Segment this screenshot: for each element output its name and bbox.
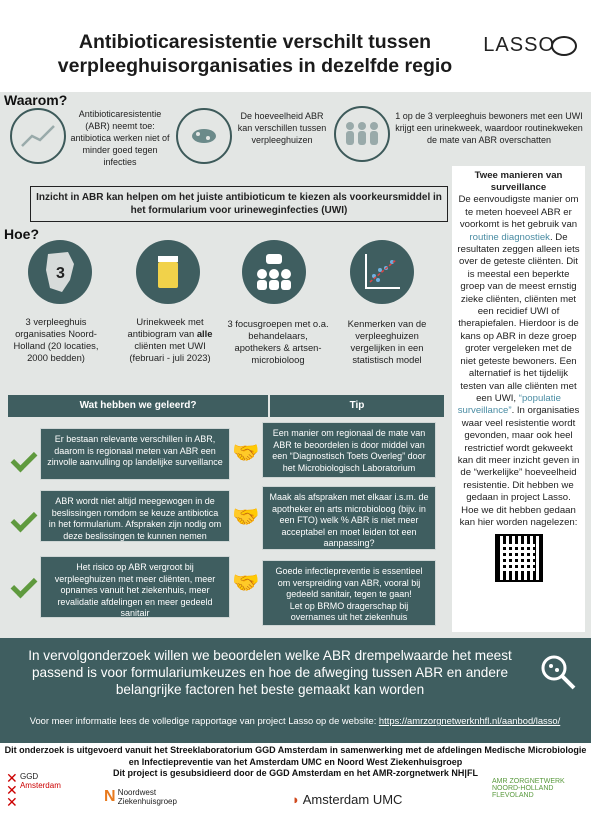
learned-row-2: ABR wordt niet altijd meegewogen in de beslissingen romdom se keuze antibiotica in het formularium. Afspraken zijn nodig om deze beslissingen te kunnen nemen bbox=[40, 490, 230, 542]
hoe-label: Hoe? bbox=[4, 226, 39, 242]
sidebar-p2b: . In organisaties waar veel resistentie wordt gevonden, maar ook heel restrictief wordt gekweekt kan dit meer inzicht geven in de “werkelijke” hoeveelheid resistentie. Dit hebben we gedaan in project Lasso. Hoe we dit hebben gedaan kan hier worden nagelezen: bbox=[457, 405, 580, 528]
map-icon bbox=[28, 240, 92, 304]
urine-cup-icon bbox=[136, 240, 200, 304]
populatie-surveillance-link[interactable]: “populatie surveillance” bbox=[457, 392, 561, 417]
hoe-text-2b: alle bbox=[196, 328, 213, 339]
handshake-icon: 🤝 bbox=[232, 440, 260, 465]
lasso-logo-text: LASSO bbox=[483, 34, 555, 56]
lasso-logo bbox=[483, 34, 577, 57]
footer-line-1: Dit onderzoek is uitgevoerd vanuit het Streeklaboratorium GGD Amsterdam in samenwerking met de afdelingen Medische Microbiologie en Infectiepreventie van het Amsterdam UMC en Noord West Ziekenhuisgroep bbox=[4, 745, 587, 767]
waarom-text-3: 1 op de 3 verpleeghuis bewoners met een UWI krijgt een urinekweek, waardoor routinekweken de mate van ABR overschatten bbox=[395, 111, 583, 145]
map-number: 3 bbox=[56, 265, 65, 282]
loop-icon bbox=[551, 36, 577, 56]
insight-box: Inzicht in ABR kan helpen om het juiste antibioticum te kiezen als voorkeursmiddel in het formularium voor urineweginfecties (UWI) bbox=[30, 186, 448, 222]
amr-logo-b: NOORD-HOLLAND bbox=[492, 785, 554, 792]
magnifier-icon bbox=[536, 650, 580, 694]
nw-logo-a: Noordwest bbox=[117, 788, 157, 797]
learned-title: Wat hebben we geleerd? bbox=[8, 395, 268, 417]
website-link[interactable]: https://amrzorgnetwerknhfl.nl/aanbod/lasso/ bbox=[378, 715, 561, 726]
sidebar-p1b: . De resultaten zeggen alleen iets over de geteste cliënten. Dit is meestal een beperkte groep van de meest ernstig zieke cliënten, cliënten met een recidief UWI of therapiefalen. Hierdoor is de kans op ABR in deze groep groter vergeleken met de niet geteste bewoners. Een alternatief is het tijdelijk testen van alle cliënten met een UWI, bbox=[457, 231, 580, 404]
waarom-text-2: De hoeveelheid ABR kan verschillen tussen verpleeghuizen bbox=[237, 111, 327, 145]
tip-row-1: Een manier om regionaal de mate van ABR te beoordelen is door middel van een “Diagnostisch Toets Overleg” door het Microbiologisch Laboratorium bbox=[262, 422, 436, 478]
learned-header bbox=[8, 395, 444, 417]
learned-row-1: Er bestaan relevante verschillen in ABR, daarom is regionaal meten van ABR een zinvolle aanvulling op landelijke surveillance bbox=[40, 428, 230, 480]
footer bbox=[0, 743, 591, 780]
waarom-label: Waarom? bbox=[4, 92, 68, 108]
surveillance-sidebar bbox=[452, 166, 585, 632]
tip-row-2: Maak als afspraken met elkaar i.s.m. de apotheker en arts microbioloog (bijv. in een FTO) welk % ABR is niet meer acceptabel en moet leiden tot een aanpassing? bbox=[262, 486, 436, 550]
qr-code[interactable] bbox=[495, 534, 543, 582]
hoe-text-2a: Urinekweek met antibiogram van bbox=[127, 316, 204, 339]
hoe-text-2 bbox=[118, 316, 222, 364]
page-title: Antibioticaresistentie verschilt tussen verpleeghuisorganisaties in dezelfde regio bbox=[57, 31, 453, 77]
ggd-logo-b: Amsterdam bbox=[19, 781, 61, 790]
info-line bbox=[10, 715, 580, 726]
hoe-text-4: Kenmerken van de verpleeghuizen vergelijken in een statistisch model bbox=[347, 318, 427, 365]
ggd-logo bbox=[6, 772, 61, 808]
sidebar-p1a: De eenvoudigste manier om te meten hoeveel ABR er voorkomt is het gebruik van bbox=[458, 194, 579, 231]
bacteria-icon bbox=[176, 108, 232, 164]
header bbox=[0, 0, 591, 92]
info-text: Voor meer informatie lees de volledige rapportage van project Lasso op de website: bbox=[29, 715, 377, 726]
nw-mark-icon: N bbox=[104, 788, 116, 805]
hoe-text-3: 3 focusgroepen met o.a. behandelaars, apothekers & artsen-microbioloog bbox=[227, 318, 329, 365]
sidebar-body bbox=[457, 194, 580, 529]
waarom-text-1: Antibioticaresistentie (ABR) neemt toe: antibiotica werken niet of minder goed tegen infecties bbox=[70, 109, 170, 167]
nw-logo-b: Ziekenhuisgroep bbox=[117, 797, 177, 806]
noordwest-logo bbox=[104, 788, 177, 806]
xxx-icon: ✕ ✕ ✕ bbox=[6, 770, 18, 810]
amr-logo-a: AMR ZORGNETWERK bbox=[492, 778, 565, 785]
hoe-text-1: 3 verpleeghuis organisaties Noord-Holland (20 locaties, 2000 bedden) bbox=[13, 316, 99, 363]
focus-group-icon bbox=[242, 240, 306, 304]
handshake-icon: 🤝 bbox=[232, 570, 260, 595]
learned-row-3: Het risico op ABR vergroot bij verpleeghuizen met meer cliënten, meer opnames vanuit het ziekenhuis, meer revalidatie afdelingen en meer gedeeld sanitair bbox=[40, 556, 230, 618]
tip-title: Tip bbox=[270, 395, 444, 417]
umc-shield-icon: ◗ bbox=[292, 792, 300, 807]
scatter-plot-icon bbox=[350, 240, 414, 304]
ggd-logo-a: GGD bbox=[19, 772, 39, 781]
trend-chart-icon bbox=[10, 108, 66, 164]
handshake-icon: 🤝 bbox=[232, 504, 260, 529]
amr-zorgnetwerk-logo bbox=[492, 778, 565, 799]
followup-text: In vervolgonderzoek willen we beoordelen welke ABR drempelwaarde het meest passend is voor formulariumkeuzes en hoe de afweging tussen ABR en andere belangrijke factoren het beste gemaakt kan worden bbox=[28, 648, 512, 697]
amsterdam-umc-logo bbox=[292, 792, 402, 807]
hoe-text-2c: cliënten met UWI (februari - juli 2023) bbox=[129, 340, 211, 363]
tip-row-3: Goede infectiepreventie is essentieel om verspreiding van ABR, vooral bij gedeeld sanitair, tegen te gaan! Let op BRMO dragerschap bij overnames uit het ziekenhuis bbox=[262, 560, 436, 626]
people-icon bbox=[334, 106, 390, 162]
umc-logo-text: Amsterdam UMC bbox=[302, 792, 403, 807]
routine-diagnostiek-link[interactable]: routine diagnostiek bbox=[469, 231, 550, 243]
amr-logo-c: FLEVOLAND bbox=[492, 792, 534, 799]
footer-line-2: Dit project is gesubsidieerd door de GGD Amsterdam en het AMR-zorgnetwerk NH|FL bbox=[113, 768, 478, 778]
sidebar-title: Twee manieren van surveillance bbox=[474, 170, 563, 194]
